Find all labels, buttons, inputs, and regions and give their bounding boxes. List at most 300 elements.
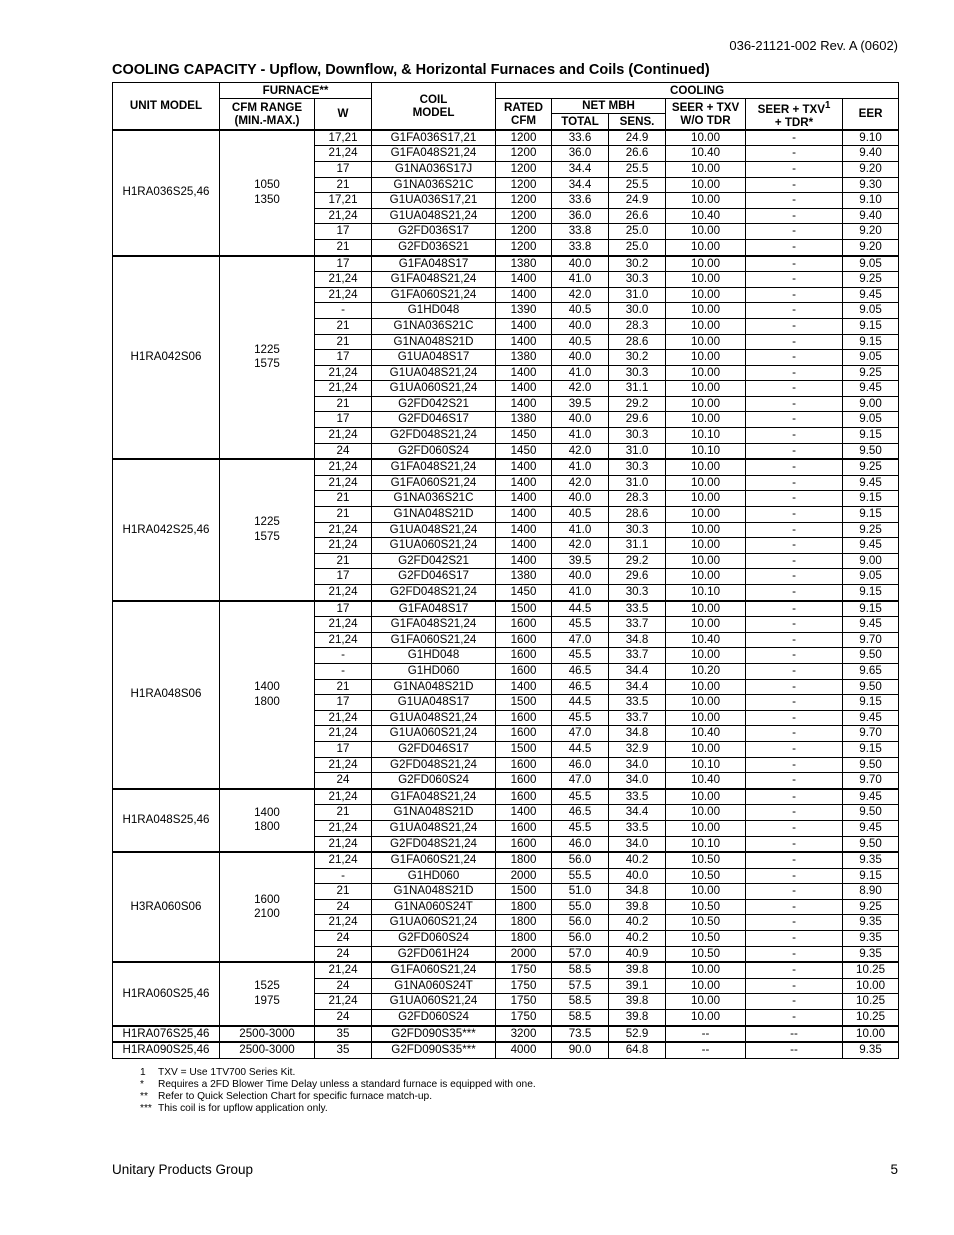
cell-sens: 29.6: [609, 412, 666, 428]
cell-total: 46.5: [552, 679, 609, 695]
cell-sens: 31.1: [609, 538, 666, 554]
cell-sens: 26.6: [609, 146, 666, 162]
cell-rated-cfm: 2000: [496, 868, 552, 884]
footnote: [140, 1079, 536, 1091]
cell-total: 34.4: [552, 177, 609, 193]
cell-eer: 9.70: [843, 632, 899, 648]
cell-unit-model: H1RA090S25,46: [113, 1042, 220, 1058]
cell-sens: 28.3: [609, 318, 666, 334]
header-seer-txv: SEER + TXV W/O TDR: [666, 98, 746, 130]
cell-coil-model: G1UA048S21,24: [372, 710, 496, 726]
cell-sens: 33.5: [609, 820, 666, 836]
cell-total: 44.5: [552, 741, 609, 757]
cell-eer: 9.25: [843, 365, 899, 381]
cell-total: 42.0: [552, 287, 609, 303]
cell-eer: 10.25: [843, 962, 899, 978]
cell-seer-txv-tdr: -: [746, 868, 843, 884]
cfm-min: 2500-3000: [239, 1043, 295, 1057]
cell-eer: 10.25: [843, 994, 899, 1010]
cell-rated-cfm: 1400: [496, 491, 552, 507]
cell-eer: 9.25: [843, 522, 899, 538]
cell-total: 45.5: [552, 710, 609, 726]
footnote: [140, 1103, 536, 1115]
cell-total: 39.5: [552, 396, 609, 412]
cell-sens: 30.2: [609, 350, 666, 366]
cell-sens: 34.8: [609, 632, 666, 648]
cell-total: 47.0: [552, 773, 609, 789]
cell-coil-model: G2FD048S21,24: [372, 757, 496, 773]
cell-rated-cfm: 1400: [496, 553, 552, 569]
cell-w: 21,24: [315, 428, 372, 444]
header-total: TOTAL: [552, 114, 609, 130]
cell-seer-txv: 10.00: [666, 569, 746, 585]
cell-sens: 28.6: [609, 334, 666, 350]
table-row: [113, 256, 899, 272]
footnote-text: This coil is for upflow application only.: [158, 1103, 328, 1114]
cell-coil-model: G1NA048S21D: [372, 805, 496, 821]
footnotes: [140, 1067, 536, 1115]
cell-sens: 34.4: [609, 805, 666, 821]
cell-coil-model: G2FD048S21,24: [372, 836, 496, 852]
cell-w: 21,24: [315, 915, 372, 931]
cell-w: 17: [315, 350, 372, 366]
header-sens: SENS.: [609, 114, 666, 130]
cell-sens: 30.0: [609, 303, 666, 319]
cell-seer-txv-tdr: -: [746, 365, 843, 381]
cell-seer-txv: 10.00: [666, 648, 746, 664]
cell-eer: 9.35: [843, 946, 899, 962]
cfm-max: 1575: [254, 357, 280, 371]
cell-total: 41.0: [552, 522, 609, 538]
cell-w: 21: [315, 239, 372, 255]
cell-sens: 34.8: [609, 884, 666, 900]
cell-coil-model: G1FA060S21,24: [372, 287, 496, 303]
footnote-text: Refer to Quick Selection Chart for specific furnace match-up.: [158, 1091, 433, 1102]
cell-seer-txv: 10.20: [666, 663, 746, 679]
unit-group: [113, 962, 899, 1025]
cell-rated-cfm: 1600: [496, 789, 552, 805]
cell-total: 39.5: [552, 553, 609, 569]
cell-seer-txv-tdr: -: [746, 256, 843, 272]
cell-total: 36.0: [552, 146, 609, 162]
cell-total: 40.0: [552, 318, 609, 334]
cell-eer: 9.05: [843, 303, 899, 319]
cell-sens: 33.7: [609, 648, 666, 664]
cell-w: 17,21: [315, 193, 372, 209]
cell-sens: 29.6: [609, 569, 666, 585]
table-row: [113, 852, 899, 868]
cell-unit-model: H1RA042S06: [113, 256, 220, 460]
cell-eer: 9.15: [843, 585, 899, 601]
cell-seer-txv-tdr: -: [746, 695, 843, 711]
cell-coil-model: G1UA048S21,24: [372, 522, 496, 538]
cell-total: 56.0: [552, 931, 609, 947]
cell-sens: 33.5: [609, 695, 666, 711]
cell-seer-txv-tdr: -: [746, 569, 843, 585]
cell-coil-model: G2FD046S17: [372, 741, 496, 757]
cell-coil-model: G1UA048S21,24: [372, 820, 496, 836]
cfm-max: 2100: [254, 907, 280, 921]
cell-unit-model: H3RA060S06: [113, 852, 220, 962]
cell-seer-txv: 10.00: [666, 272, 746, 288]
cfm-min: 1400: [254, 805, 280, 819]
cell-eer: 9.00: [843, 553, 899, 569]
cell-w: -: [315, 303, 372, 319]
cell-coil-model: G2FD046S17: [372, 569, 496, 585]
cell-rated-cfm: 1380: [496, 412, 552, 428]
cell-cfm-range: [220, 789, 315, 852]
cell-seer-txv-tdr: -: [746, 522, 843, 538]
cell-eer: 9.50: [843, 805, 899, 821]
cell-rated-cfm: 1200: [496, 130, 552, 146]
table-row: [113, 130, 899, 146]
cell-sens: 40.0: [609, 868, 666, 884]
cell-seer-txv: 10.40: [666, 146, 746, 162]
cell-seer-txv-tdr: -: [746, 318, 843, 334]
cell-eer: 9.40: [843, 146, 899, 162]
cell-sens: 40.2: [609, 931, 666, 947]
cell-seer-txv-tdr: -: [746, 632, 843, 648]
cell-seer-txv-tdr: -: [746, 994, 843, 1010]
cell-seer-txv: 10.00: [666, 177, 746, 193]
cell-eer: 9.05: [843, 256, 899, 272]
cell-seer-txv: 10.00: [666, 350, 746, 366]
cell-seer-txv-tdr: -: [746, 239, 843, 255]
cell-rated-cfm: 1400: [496, 334, 552, 350]
cell-w: 24: [315, 899, 372, 915]
cell-seer-txv-tdr: -: [746, 507, 843, 523]
cell-seer-txv: 10.00: [666, 553, 746, 569]
footer-company: Unitary Products Group: [112, 1162, 254, 1177]
cfm-min: 1225: [254, 515, 280, 529]
cell-seer-txv-tdr: -: [746, 726, 843, 742]
cell-sens: 33.5: [609, 789, 666, 805]
cell-total: 56.0: [552, 915, 609, 931]
cell-sens: 34.0: [609, 773, 666, 789]
cell-coil-model: G1NA036S17J: [372, 161, 496, 177]
cell-total: 41.0: [552, 365, 609, 381]
cell-rated-cfm: 1400: [496, 365, 552, 381]
cell-rated-cfm: 1800: [496, 899, 552, 915]
cell-eer: 10.25: [843, 1010, 899, 1026]
cell-cfm-range: [220, 1042, 315, 1058]
cell-eer: 9.15: [843, 695, 899, 711]
cell-eer: 9.45: [843, 475, 899, 491]
cell-coil-model: G1UA048S17: [372, 695, 496, 711]
cell-w: 35: [315, 1026, 372, 1043]
page-title: COOLING CAPACITY - Upflow, Downflow, & Horizontal Furnaces and Coils (Continued): [112, 62, 710, 78]
cell-cfm-range: [220, 459, 315, 600]
cell-eer: 9.35: [843, 1042, 899, 1058]
cell-seer-txv: 10.10: [666, 836, 746, 852]
cell-coil-model: G1FA048S21,24: [372, 789, 496, 805]
cfm-min: 2500-3000: [239, 1026, 295, 1040]
cell-coil-model: G2FD060S24: [372, 773, 496, 789]
cell-w: 21,24: [315, 208, 372, 224]
cell-w: 17: [315, 569, 372, 585]
cell-w: 21,24: [315, 726, 372, 742]
cell-total: 44.5: [552, 601, 609, 617]
cell-rated-cfm: 1450: [496, 443, 552, 459]
cell-seer-txv-tdr: -: [746, 931, 843, 947]
cell-total: 46.0: [552, 836, 609, 852]
cell-rated-cfm: 1450: [496, 585, 552, 601]
cell-w: 21: [315, 177, 372, 193]
cell-eer: 9.15: [843, 318, 899, 334]
cell-eer: 9.45: [843, 538, 899, 554]
cell-total: 46.0: [552, 757, 609, 773]
cell-seer-txv-tdr: -: [746, 193, 843, 209]
cell-seer-txv-tdr: -: [746, 962, 843, 978]
cell-seer-txv: 10.00: [666, 193, 746, 209]
cell-seer-txv-tdr: -: [746, 208, 843, 224]
cell-seer-txv-tdr: -: [746, 459, 843, 475]
cell-seer-txv: 10.00: [666, 978, 746, 994]
cell-seer-txv: 10.40: [666, 773, 746, 789]
cell-seer-txv-tdr: -: [746, 303, 843, 319]
cell-sens: 31.0: [609, 475, 666, 491]
cell-seer-txv: 10.00: [666, 459, 746, 475]
cell-sens: 30.3: [609, 365, 666, 381]
cell-sens: 64.8: [609, 1042, 666, 1058]
cell-eer: 9.15: [843, 868, 899, 884]
cell-sens: 34.0: [609, 836, 666, 852]
page-number: 5: [890, 1162, 898, 1177]
cfm-min: 1600: [254, 892, 280, 906]
cell-eer: 9.05: [843, 412, 899, 428]
cell-total: 73.5: [552, 1026, 609, 1043]
cell-total: 47.0: [552, 726, 609, 742]
cell-rated-cfm: 1600: [496, 773, 552, 789]
cell-sens: 29.2: [609, 396, 666, 412]
cell-w: 21,24: [315, 617, 372, 633]
cell-cfm-range: [220, 130, 315, 256]
cell-coil-model: G1UA048S17: [372, 350, 496, 366]
table-row: [113, 1026, 899, 1043]
cell-seer-txv-tdr: -: [746, 553, 843, 569]
cell-eer: 9.20: [843, 224, 899, 240]
cell-sens: 33.7: [609, 710, 666, 726]
cell-sens: 30.3: [609, 522, 666, 538]
cell-total: 55.5: [552, 868, 609, 884]
cell-seer-txv-tdr: -: [746, 396, 843, 412]
cell-rated-cfm: 1200: [496, 146, 552, 162]
cell-coil-model: G1UA060S21,24: [372, 538, 496, 554]
cell-w: 21,24: [315, 994, 372, 1010]
cell-coil-model: G2FD061H24: [372, 946, 496, 962]
cell-seer-txv-tdr: -: [746, 475, 843, 491]
footnote-text: Requires a 2FD Blower Time Delay unless a standard furnace is equipped with one.: [158, 1079, 536, 1090]
table-row: [113, 459, 899, 475]
cell-rated-cfm: 1400: [496, 538, 552, 554]
cell-seer-txv-tdr: -: [746, 381, 843, 397]
cell-seer-txv-tdr: -: [746, 272, 843, 288]
cell-eer: 9.45: [843, 789, 899, 805]
cell-rated-cfm: 1600: [496, 632, 552, 648]
cell-rated-cfm: 1380: [496, 256, 552, 272]
cell-rated-cfm: 1600: [496, 663, 552, 679]
header-unit-model: UNIT MODEL: [113, 83, 220, 130]
cell-total: 36.0: [552, 208, 609, 224]
cell-coil-model: G1NA048S21D: [372, 884, 496, 900]
cell-total: 45.5: [552, 820, 609, 836]
cell-total: 45.5: [552, 617, 609, 633]
cell-total: 58.5: [552, 962, 609, 978]
cell-seer-txv: 10.50: [666, 915, 746, 931]
cell-w: 17: [315, 224, 372, 240]
cell-rated-cfm: 1750: [496, 962, 552, 978]
cell-eer: 9.00: [843, 396, 899, 412]
cell-seer-txv-tdr: -: [746, 852, 843, 868]
cell-eer: 9.50: [843, 757, 899, 773]
cell-unit-model: H1RA048S25,46: [113, 789, 220, 852]
cell-w: 35: [315, 1042, 372, 1058]
cell-w: 17: [315, 695, 372, 711]
cell-seer-txv: 10.00: [666, 884, 746, 900]
cell-total: 42.0: [552, 538, 609, 554]
cell-sens: 31.0: [609, 443, 666, 459]
cell-rated-cfm: 4000: [496, 1042, 552, 1058]
cell-w: 17: [315, 412, 372, 428]
cell-seer-txv-tdr: -: [746, 978, 843, 994]
cfm-max: 1975: [254, 993, 280, 1007]
cell-seer-txv: 10.00: [666, 710, 746, 726]
cell-seer-txv-tdr: -: [746, 773, 843, 789]
cell-rated-cfm: 1200: [496, 161, 552, 177]
cell-seer-txv: 10.00: [666, 161, 746, 177]
cell-coil-model: G2FD090S35***: [372, 1042, 496, 1058]
cell-total: 40.0: [552, 350, 609, 366]
cell-coil-model: G1NA048S21D: [372, 507, 496, 523]
cell-eer: 9.50: [843, 443, 899, 459]
cell-rated-cfm: 1600: [496, 648, 552, 664]
cell-rated-cfm: 1200: [496, 177, 552, 193]
cell-seer-txv: 10.00: [666, 789, 746, 805]
cell-w: 21,24: [315, 287, 372, 303]
cell-eer: 9.30: [843, 177, 899, 193]
cell-seer-txv: 10.50: [666, 852, 746, 868]
cell-w: 21: [315, 491, 372, 507]
table-row: [113, 962, 899, 978]
cell-total: 33.8: [552, 239, 609, 255]
cell-total: 90.0: [552, 1042, 609, 1058]
cell-eer: 9.45: [843, 287, 899, 303]
cell-sens: 39.8: [609, 994, 666, 1010]
cell-cfm-range: [220, 1026, 315, 1043]
cell-seer-txv: 10.00: [666, 820, 746, 836]
cell-eer: 9.70: [843, 726, 899, 742]
cell-seer-txv: 10.10: [666, 443, 746, 459]
cell-seer-txv: 10.10: [666, 757, 746, 773]
cell-coil-model: G2FD046S17: [372, 412, 496, 428]
table-row: [113, 1042, 899, 1058]
cell-rated-cfm: 1750: [496, 1010, 552, 1026]
cell-total: 34.4: [552, 161, 609, 177]
cell-rated-cfm: 1750: [496, 978, 552, 994]
cell-rated-cfm: 1500: [496, 884, 552, 900]
cell-coil-model: G1FA048S21,24: [372, 272, 496, 288]
cell-w: 21: [315, 884, 372, 900]
cell-seer-txv: --: [666, 1026, 746, 1043]
cell-rated-cfm: 1600: [496, 757, 552, 773]
cell-total: 42.0: [552, 475, 609, 491]
cell-coil-model: G1NA060S24T: [372, 978, 496, 994]
cell-coil-model: G1UA060S21,24: [372, 915, 496, 931]
cell-coil-model: G1UA048S21,24: [372, 365, 496, 381]
header-coil-model: COIL MODEL: [372, 83, 496, 130]
header-w: W: [315, 98, 372, 130]
cfm-min: 1525: [254, 979, 280, 993]
cell-seer-txv-tdr: -: [746, 177, 843, 193]
cell-unit-model: H1RA042S25,46: [113, 459, 220, 600]
cell-rated-cfm: 1500: [496, 741, 552, 757]
unit-group: [113, 1042, 899, 1058]
cell-sens: 31.0: [609, 287, 666, 303]
cell-seer-txv: 10.00: [666, 491, 746, 507]
cell-total: 47.0: [552, 632, 609, 648]
cell-rated-cfm: 1400: [496, 475, 552, 491]
cell-total: 33.6: [552, 193, 609, 209]
cell-seer-txv: 10.00: [666, 303, 746, 319]
cell-eer: 9.15: [843, 334, 899, 350]
cell-w: 17: [315, 601, 372, 617]
cell-seer-txv: 10.00: [666, 475, 746, 491]
cell-coil-model: G1FA060S21,24: [372, 632, 496, 648]
cell-w: 21,24: [315, 538, 372, 554]
cell-total: 33.6: [552, 130, 609, 146]
cell-w: 21,24: [315, 522, 372, 538]
cell-seer-txv-tdr: -: [746, 836, 843, 852]
cell-sens: 24.9: [609, 193, 666, 209]
cell-total: 40.5: [552, 303, 609, 319]
cell-eer: 9.45: [843, 710, 899, 726]
cell-sens: 31.1: [609, 381, 666, 397]
cell-total: 33.8: [552, 224, 609, 240]
cell-seer-txv: 10.00: [666, 365, 746, 381]
cell-sens: 24.9: [609, 130, 666, 146]
cell-sens: 30.2: [609, 256, 666, 272]
cell-sens: 34.4: [609, 663, 666, 679]
cell-coil-model: G1HD060: [372, 868, 496, 884]
cell-eer: 9.65: [843, 663, 899, 679]
cell-sens: 39.8: [609, 1010, 666, 1026]
cell-sens: 25.5: [609, 161, 666, 177]
cell-rated-cfm: 1200: [496, 239, 552, 255]
footnote-mark: *: [140, 1079, 144, 1090]
cell-rated-cfm: 1600: [496, 836, 552, 852]
cell-eer: 9.35: [843, 852, 899, 868]
cell-sens: 40.2: [609, 852, 666, 868]
cell-w: 21,24: [315, 459, 372, 475]
cell-w: -: [315, 868, 372, 884]
header-rated-cfm: RATED CFM: [496, 98, 552, 130]
cell-coil-model: G1NA036S21C: [372, 491, 496, 507]
cell-total: 40.0: [552, 256, 609, 272]
cell-w: 21: [315, 679, 372, 695]
cell-coil-model: G1NA036S21C: [372, 318, 496, 334]
cell-cfm-range: [220, 852, 315, 962]
cell-w: 21: [315, 334, 372, 350]
cell-w: 21: [315, 318, 372, 334]
cell-eer: 9.25: [843, 272, 899, 288]
cell-seer-txv-tdr: -: [746, 710, 843, 726]
cell-coil-model: G1FA048S17: [372, 256, 496, 272]
cell-w: 17: [315, 161, 372, 177]
cell-w: 21,24: [315, 365, 372, 381]
cell-seer-txv: 10.40: [666, 208, 746, 224]
cell-rated-cfm: 1600: [496, 820, 552, 836]
cell-w: 21,24: [315, 146, 372, 162]
